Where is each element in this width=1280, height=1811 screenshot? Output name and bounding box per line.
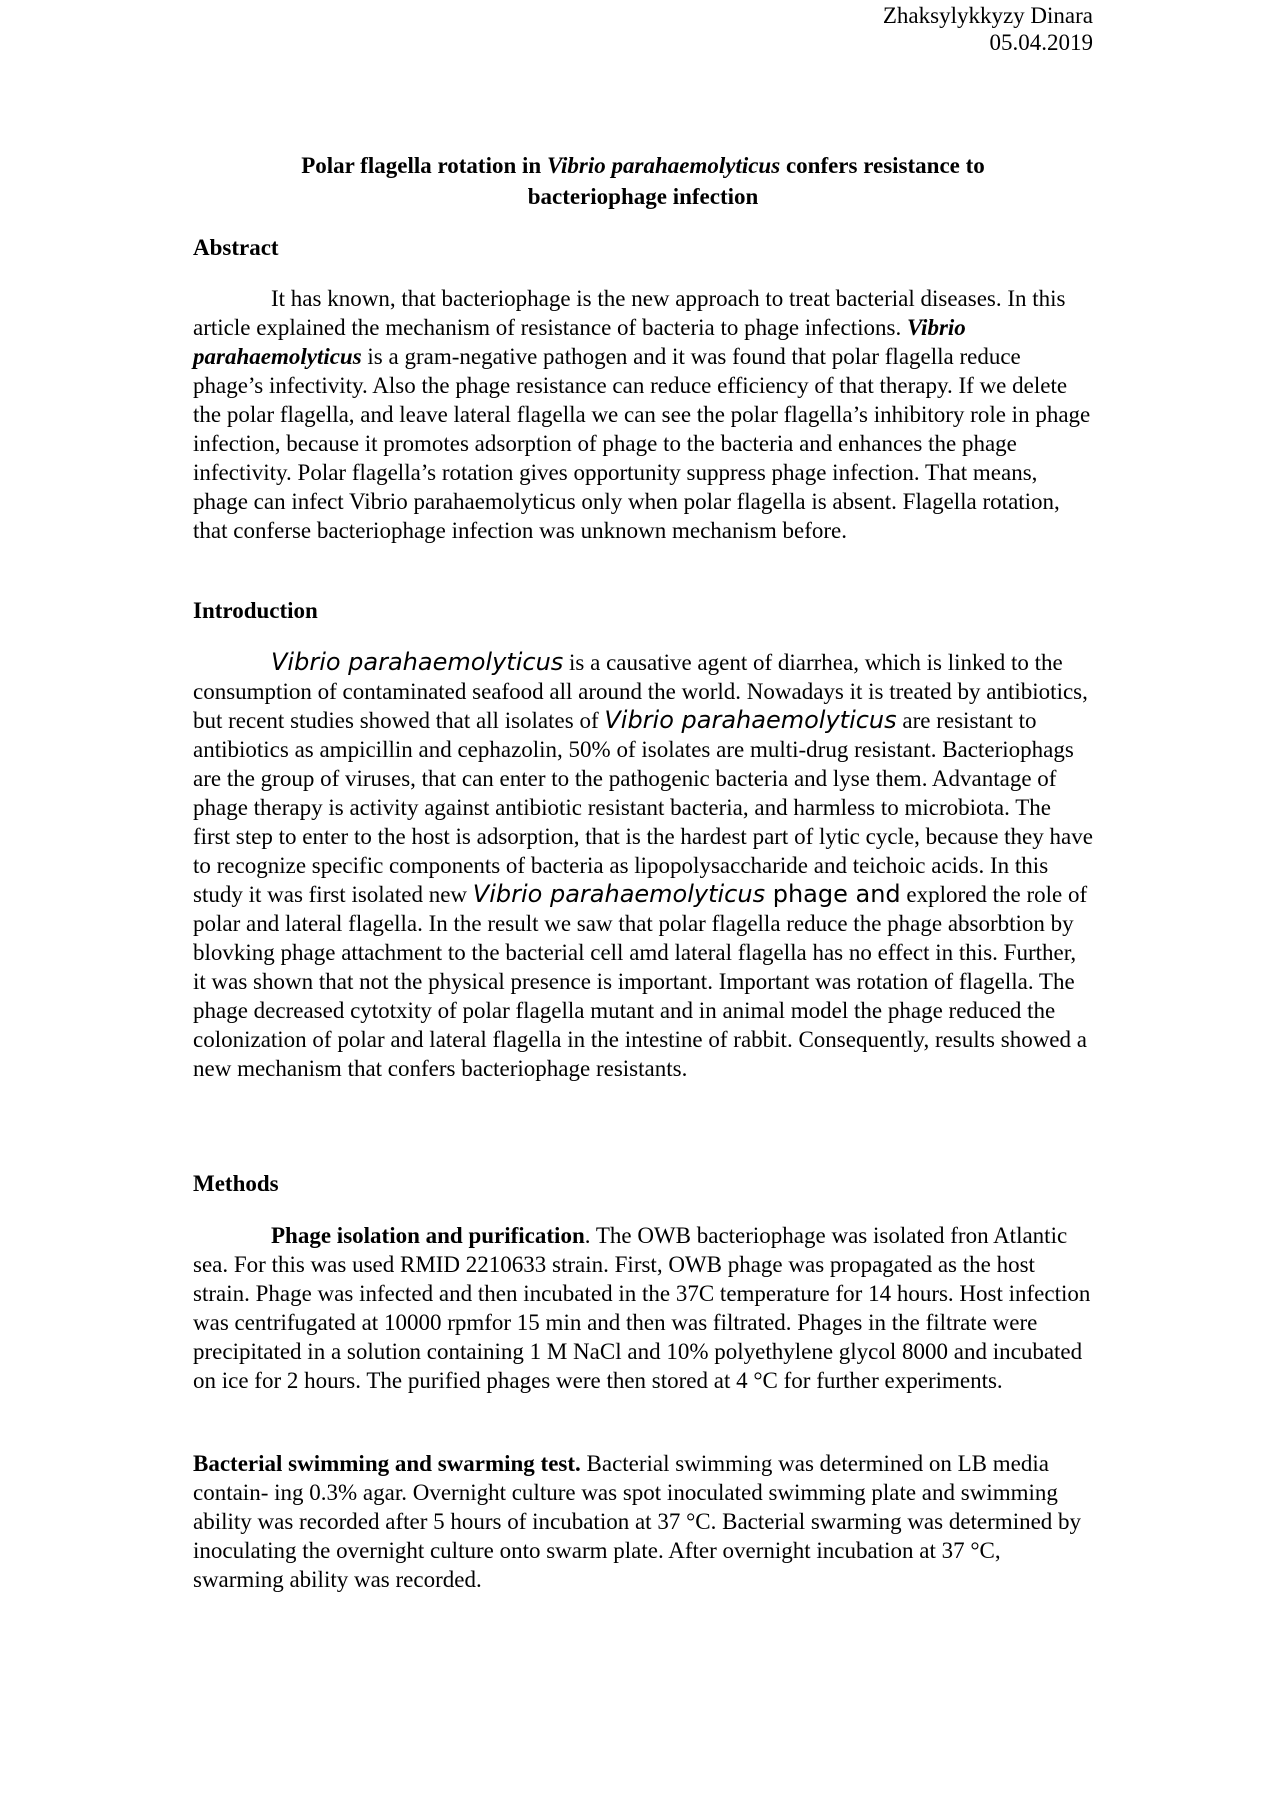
author-name: Zhaksylykkyzy Dinara [882,3,1093,28]
intro-species-3: Vibrio parahaemolyticus [472,880,766,908]
methods-paragraph-1 [193,1221,1093,1395]
intro-text: are resistant to antibiotics as ampicillin and cephazolin, 50% of isolates are multi-drug resistant. Bacteriophags are the group of viruses, that can enter to the pathogenic bacteria and lyse them. Advantage of phage therapy is activity against antibiotic resistant bacteria, and harmless to microbiota. The first step to enter to the host is adsorption, that is the hardest part of lytic cycle, because they have to recognize specific components of bacteria as lipopolysaccharide and teichoic acids. In this study it was first isolated new [193,708,1093,907]
abstract-heading-block [193,233,1093,262]
abstract-paragraph [193,284,1093,545]
methods-text: . The OWB bacteriophage was isolated fron Atlantic sea. For this was used RMID 2210633 strain. First, OWB phage was propagated as the host strain. Phage was infected and then incubated in the 37C temperature for 14 hours. Host infection was centrifugated at 10000 rpmfor 15 min and then was filtrated. Phages in the filtrate were precipitated in a solution containing 1 M NaCl and 10% polyethylene glycol 8000 and incubated on ice for 2 hours. The purified phages were then stored at 4 °C for further experiments. [193,1223,1091,1393]
introduction-heading: Introduction [193,598,318,623]
introduction-paragraph [193,648,1093,1083]
methods-heading-block [193,1169,1093,1198]
methods-subheading-1: Phage isolation and purification [271,1223,585,1248]
methods-text: Bacterial swimming was determined on LB media contain- ing 0.3% agar. Overnight culture was spot inoculated swimming plate and swimming ability was recorded after 5 hours of incubation at 37 °C. Bacterial swarming was determined by inoculating the overnight culture onto swarm plate. After overnight incubation at 37 °C, swarming ability was recorded. [193,1451,1082,1592]
title-line-1 [193,150,1093,181]
methods-phage-isolation [193,1221,1093,1395]
intro-text: explored the role of polar and lateral flagella. In the result we saw that polar flagella reduce the phage absorbtion by blovking phage attachment to the bacterial cell amd lateral flagella has no effect in this. Further, it was shown that not the physical presence is important. Important was rotation of flagella. The phage decreased cytotxity of polar flagella mutant and in animal model the phage reduced the colonization of polar and lateral flagella in the intestine of rabbit. Consequently, results showed a new mechanism that confers bacteriophage resistants. [193,882,1088,1081]
abstract-heading: Abstract [193,235,279,260]
document-date: 05.04.2019 [989,30,1093,55]
abstract-text: It has known, that bacteriophage is the new approach to treat bacterial diseases. In this article explained the mechanism of resistance of bacteria to phage infections. [193,286,1066,340]
intro-species-1: Vibrio parahaemolyticus [271,648,564,676]
abstract-section [193,284,1093,545]
intro-phage-and: phage and [765,880,901,908]
methods-subheading-2: Bacterial swimming and swarming test. [193,1451,581,1476]
abstract-text: is a gram-negative pathogen and it was found that polar flagella reduce phage’s infectivity. Also the phage resistance can reduce efficiency of that therapy. If we delete the polar flagella, and leave lateral flagella we can see the polar flagella’s inhibitory role in phage infection, because it promotes adsorption of phage to the bacteria and enhances the phage infectivity. Polar flagella’s rotation gives opportunity suppress phage infection. That means, phage can infect Vibrio parahaemolyticus only when polar flagella is absent. Flagella rotation, that conferse bacteriophage infection was unknown mechanism before. [193,344,1091,543]
methods-paragraph-2 [193,1449,1093,1594]
intro-species-2: Vibrio parahaemolyticus [604,706,897,734]
methods-swimming-test [193,1449,1093,1594]
title-text: Polar flagella rotation in [301,153,547,178]
intro-text: is a causative agent of diarrhea, which is linked to the consumption of contaminated seafood all around the world. Nowadays it is treated by antibiotics, but recent studies showed that all isolates of [193,650,1088,733]
methods-heading: Methods [193,1171,279,1196]
title-text: confers resistance to [780,153,985,178]
title-line-2: bacteriophage infection [527,184,759,209]
document-header [883,2,1093,56]
document-title [193,150,1093,212]
title-species: Vibrio parahaemolyticus [546,153,781,178]
abstract-species: Vibrio parahaemolyticus [193,315,966,369]
introduction-section [193,648,1093,1083]
introduction-heading-block [193,596,1093,625]
